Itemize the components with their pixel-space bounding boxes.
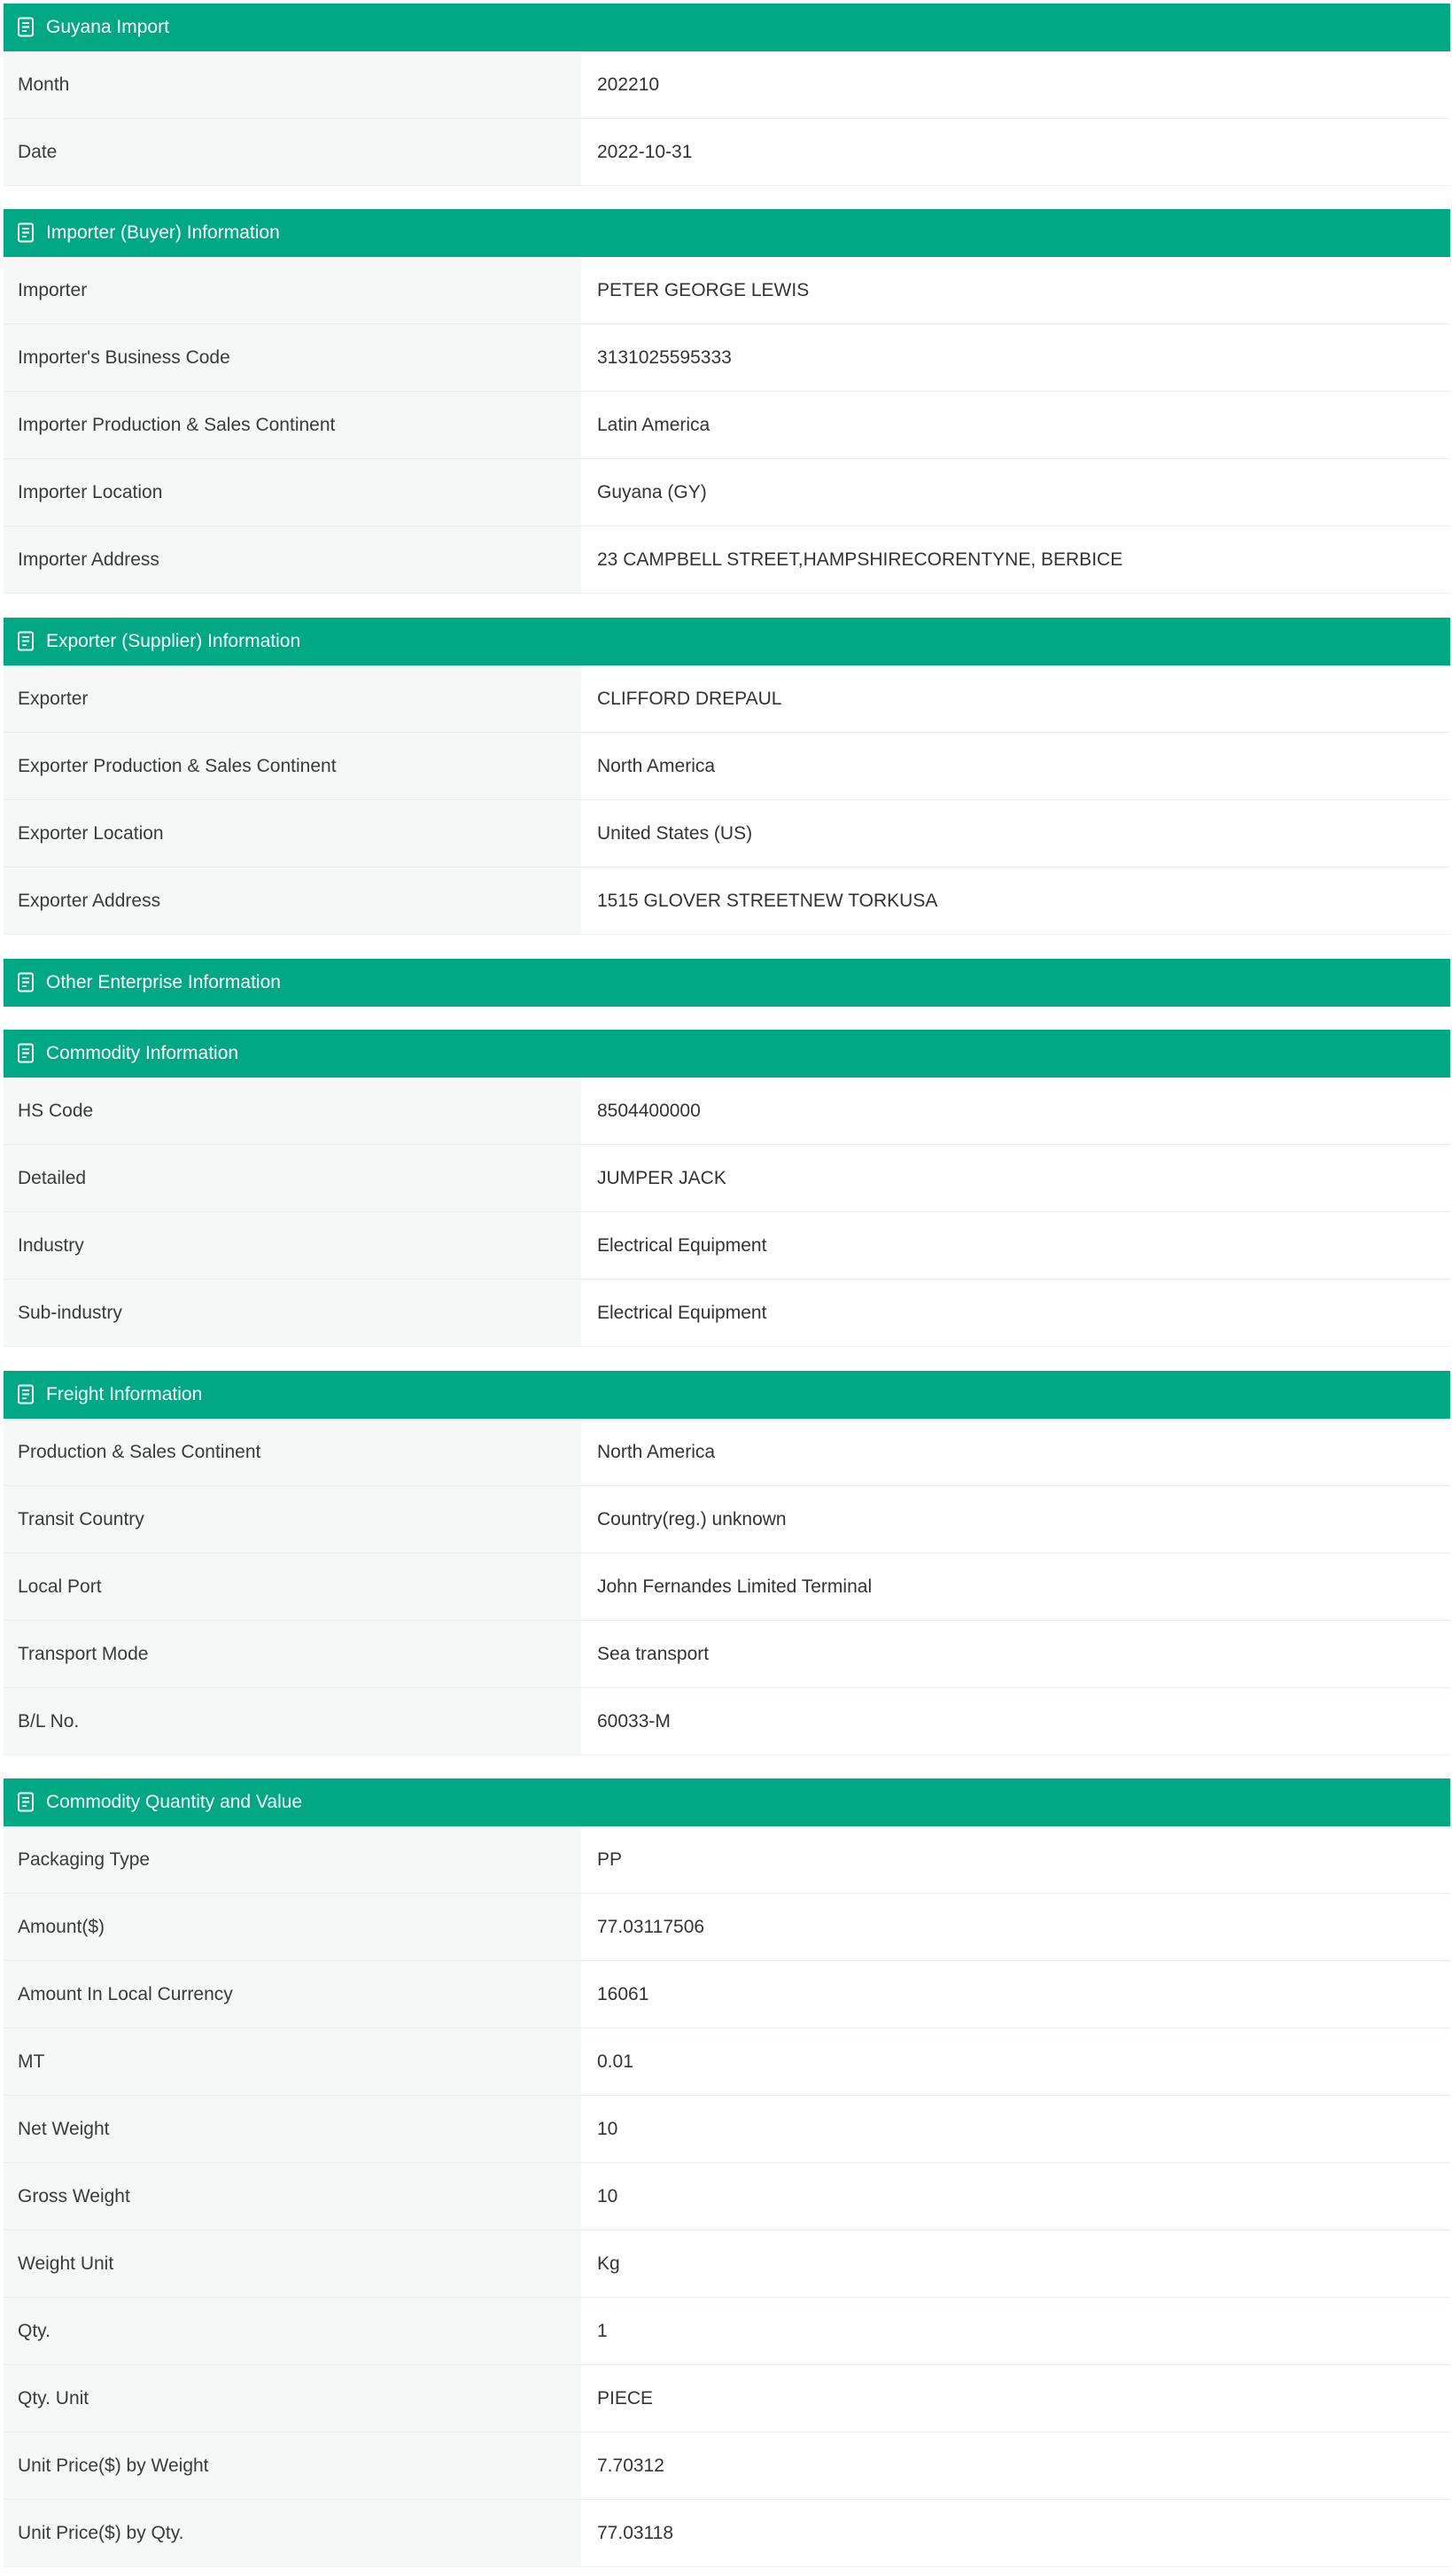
field-label: Amount($) bbox=[4, 1894, 581, 1960]
document-icon bbox=[17, 1384, 36, 1405]
section-header bbox=[4, 959, 1450, 1007]
section-header bbox=[4, 4, 1450, 51]
field-value: PIECE bbox=[581, 2365, 1450, 2432]
field-value: JUMPER JACK bbox=[581, 1145, 1450, 1211]
field-label: B/L No. bbox=[4, 1688, 581, 1755]
section-importer-buyer-information bbox=[4, 209, 1450, 594]
field-label: Sub-industry bbox=[4, 1280, 581, 1346]
section-commodity-quantity-and-value bbox=[4, 1778, 1450, 2567]
field-value: 1515 GLOVER STREETNEW TORKUSA bbox=[581, 868, 1450, 934]
field-label: Importer bbox=[4, 257, 581, 323]
field-value: PP bbox=[581, 1826, 1450, 1893]
table-row bbox=[4, 392, 1450, 459]
table-row bbox=[4, 868, 1450, 935]
field-label: HS Code bbox=[4, 1078, 581, 1144]
field-label: Qty. bbox=[4, 2298, 581, 2364]
table-row bbox=[4, 459, 1450, 526]
field-value: PETER GEORGE LEWIS bbox=[581, 257, 1450, 323]
table-row bbox=[4, 119, 1450, 186]
table-row bbox=[4, 1894, 1450, 1961]
section-header bbox=[4, 1030, 1450, 1078]
table-row bbox=[4, 2500, 1450, 2567]
field-label: Importer Location bbox=[4, 459, 581, 525]
section-commodity-information bbox=[4, 1030, 1450, 1347]
field-label: Importer's Business Code bbox=[4, 324, 581, 391]
section-other-enterprise-information bbox=[4, 959, 1450, 1007]
field-value: Electrical Equipment bbox=[581, 1212, 1450, 1279]
section-guyana-import bbox=[4, 4, 1450, 186]
section-header bbox=[4, 209, 1450, 257]
field-label: Importer Address bbox=[4, 526, 581, 593]
section-title: Exporter (Supplier) Information bbox=[46, 631, 301, 651]
field-label: Gross Weight bbox=[4, 2163, 581, 2230]
document-icon bbox=[17, 631, 36, 652]
field-value: 7.70312 bbox=[581, 2432, 1450, 2499]
field-value: 10 bbox=[581, 2163, 1450, 2230]
document-icon bbox=[17, 17, 36, 38]
section-title: Guyana Import bbox=[46, 17, 169, 37]
section-freight-information bbox=[4, 1371, 1450, 1755]
field-value: 202210 bbox=[581, 51, 1450, 118]
field-value: North America bbox=[581, 733, 1450, 799]
table-row bbox=[4, 1280, 1450, 1347]
section-header bbox=[4, 1778, 1450, 1826]
field-label: Exporter bbox=[4, 665, 581, 732]
field-value: 60033-M bbox=[581, 1688, 1450, 1755]
document-icon bbox=[17, 972, 36, 993]
table-row bbox=[4, 800, 1450, 868]
field-value: CLIFFORD DREPAUL bbox=[581, 665, 1450, 732]
field-label: Net Weight bbox=[4, 2096, 581, 2162]
field-label: Date bbox=[4, 119, 581, 185]
table-row bbox=[4, 733, 1450, 800]
table-row bbox=[4, 2365, 1450, 2432]
field-value: John Fernandes Limited Terminal bbox=[581, 1553, 1450, 1620]
field-value: 8504400000 bbox=[581, 1078, 1450, 1144]
field-value: 77.03117506 bbox=[581, 1894, 1450, 1960]
field-value: Kg bbox=[581, 2230, 1450, 2297]
table-row bbox=[4, 2298, 1450, 2365]
field-value: 77.03118 bbox=[581, 2500, 1450, 2566]
field-label: Detailed bbox=[4, 1145, 581, 1211]
field-label: Production & Sales Continent bbox=[4, 1419, 581, 1485]
field-label: Packaging Type bbox=[4, 1826, 581, 1893]
table-row bbox=[4, 1486, 1450, 1553]
field-value: 10 bbox=[581, 2096, 1450, 2162]
field-label: Exporter Production & Sales Continent bbox=[4, 733, 581, 799]
field-label: Qty. Unit bbox=[4, 2365, 581, 2432]
field-value: Electrical Equipment bbox=[581, 1280, 1450, 1346]
field-value: United States (US) bbox=[581, 800, 1450, 867]
document-icon bbox=[17, 222, 36, 244]
field-value: 16061 bbox=[581, 1961, 1450, 2027]
section-title: Commodity Quantity and Value bbox=[46, 1792, 303, 1812]
field-value: Guyana (GY) bbox=[581, 459, 1450, 525]
document-icon bbox=[17, 1792, 36, 1813]
table-row bbox=[4, 1145, 1450, 1212]
field-label: Exporter Location bbox=[4, 800, 581, 867]
field-label: Exporter Address bbox=[4, 868, 581, 934]
field-label: Weight Unit bbox=[4, 2230, 581, 2297]
field-label: Industry bbox=[4, 1212, 581, 1279]
table-row bbox=[4, 2163, 1450, 2230]
section-title: Freight Information bbox=[46, 1384, 203, 1405]
table-row bbox=[4, 2230, 1450, 2298]
table-row bbox=[4, 665, 1450, 733]
field-label: Unit Price($) by Qty. bbox=[4, 2500, 581, 2566]
field-label: Unit Price($) by Weight bbox=[4, 2432, 581, 2499]
field-label: Amount In Local Currency bbox=[4, 1961, 581, 2027]
table-row bbox=[4, 257, 1450, 324]
field-label: Transport Mode bbox=[4, 1621, 581, 1687]
document-icon bbox=[17, 1043, 36, 1064]
table-row bbox=[4, 2432, 1450, 2500]
table-row bbox=[4, 2096, 1450, 2163]
field-label: Month bbox=[4, 51, 581, 118]
table-row bbox=[4, 1078, 1450, 1145]
field-label: Importer Production & Sales Continent bbox=[4, 392, 581, 458]
table-row bbox=[4, 324, 1450, 392]
section-header bbox=[4, 1371, 1450, 1419]
table-row bbox=[4, 526, 1450, 594]
field-value: 0.01 bbox=[581, 2028, 1450, 2095]
section-exporter-supplier-information bbox=[4, 618, 1450, 935]
table-row bbox=[4, 2028, 1450, 2096]
field-value: Sea transport bbox=[581, 1621, 1450, 1687]
field-value: Country(reg.) unknown bbox=[581, 1486, 1450, 1553]
field-value: Latin America bbox=[581, 392, 1450, 458]
section-header bbox=[4, 618, 1450, 665]
table-row bbox=[4, 1212, 1450, 1280]
field-value: 3131025595333 bbox=[581, 324, 1450, 391]
field-value: 23 CAMPBELL STREET,HAMPSHIRECORENTYNE, BERBICE bbox=[581, 526, 1450, 593]
table-row bbox=[4, 1553, 1450, 1621]
section-title: Other Enterprise Information bbox=[46, 972, 281, 992]
field-label: Local Port bbox=[4, 1553, 581, 1620]
section-title: Importer (Buyer) Information bbox=[46, 222, 280, 243]
section-title: Commodity Information bbox=[46, 1043, 239, 1063]
table-row bbox=[4, 1419, 1450, 1486]
table-row bbox=[4, 1826, 1450, 1894]
table-row bbox=[4, 1688, 1450, 1755]
table-row bbox=[4, 1961, 1450, 2028]
table-row bbox=[4, 1621, 1450, 1688]
field-value: 2022-10-31 bbox=[581, 119, 1450, 185]
field-value: North America bbox=[581, 1419, 1450, 1485]
field-value: 1 bbox=[581, 2298, 1450, 2364]
table-row bbox=[4, 51, 1450, 119]
field-label: MT bbox=[4, 2028, 581, 2095]
field-label: Transit Country bbox=[4, 1486, 581, 1553]
